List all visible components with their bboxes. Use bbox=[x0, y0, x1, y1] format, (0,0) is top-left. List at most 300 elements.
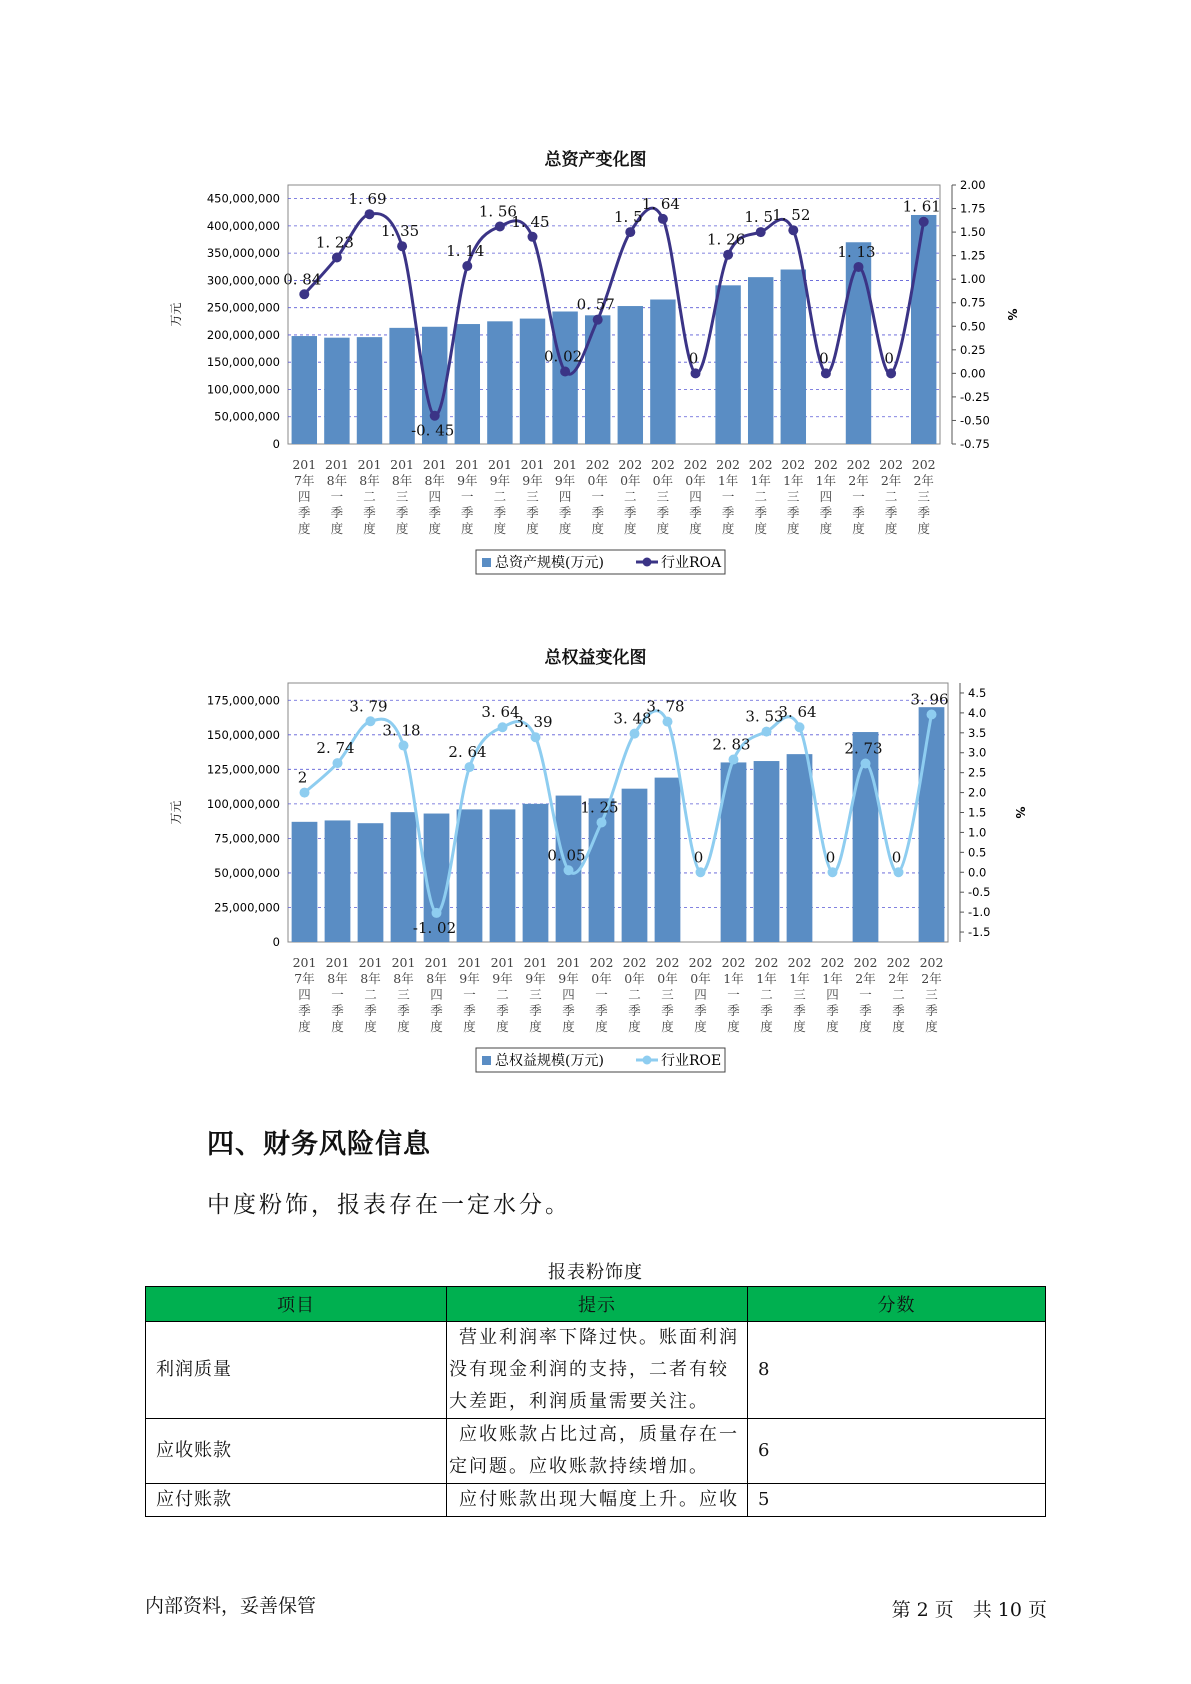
x-tick-label: 季 bbox=[298, 1003, 311, 1018]
x-tick-label: 度 bbox=[330, 521, 344, 536]
x-tick-label: 度 bbox=[884, 521, 898, 536]
y-right-tick-label: 1.50 bbox=[960, 225, 986, 240]
line-point bbox=[366, 716, 376, 726]
x-tick-label: 季 bbox=[461, 505, 474, 520]
x-tick-label: 三 bbox=[661, 987, 674, 1002]
x-tick-label: 201 bbox=[457, 955, 482, 970]
bar bbox=[455, 324, 480, 444]
data-label: 3. 18 bbox=[382, 721, 421, 740]
x-tick-label: 季 bbox=[463, 1003, 476, 1018]
x-tick-label: 季 bbox=[892, 1003, 905, 1018]
line-point bbox=[560, 366, 570, 376]
x-tick-label: 度 bbox=[558, 521, 572, 536]
x-tick-label: 201 bbox=[325, 955, 350, 970]
x-tick-label: 8年 bbox=[393, 971, 414, 986]
y-right-tick-label: 1.0 bbox=[968, 825, 987, 840]
x-tick-label: 201 bbox=[556, 955, 581, 970]
x-tick-label: 三 bbox=[395, 489, 409, 504]
x-tick-label: 202 bbox=[846, 457, 871, 472]
table-header-row bbox=[146, 1287, 1046, 1322]
x-tick-label: 0年 bbox=[685, 473, 706, 488]
x-tick-label: 8年 bbox=[327, 971, 348, 986]
x-tick-label: 季 bbox=[787, 505, 800, 520]
x-tick-label: 度 bbox=[826, 1019, 839, 1034]
y-right-tick-label: 3.0 bbox=[968, 745, 987, 760]
y-right-tick-label: -0.75 bbox=[960, 437, 990, 451]
data-label: 3. 48 bbox=[613, 709, 652, 728]
data-label: 1. 5 bbox=[613, 208, 643, 227]
line-point bbox=[365, 209, 375, 219]
x-tick-label: 度 bbox=[793, 1019, 806, 1034]
x-tick-label: 8年 bbox=[360, 971, 381, 986]
x-tick-label: 0年 bbox=[657, 971, 678, 986]
y-right-axis-label: % bbox=[1005, 308, 1019, 321]
line-point bbox=[432, 908, 442, 918]
x-tick-label: 四 bbox=[428, 489, 441, 504]
x-tick-label: 9年 bbox=[558, 971, 579, 986]
x-tick-label: 8年 bbox=[424, 473, 445, 488]
bar bbox=[650, 300, 675, 444]
x-tick-label: 0年 bbox=[624, 971, 645, 986]
y-left-tick-label: 100,000,000 bbox=[206, 796, 280, 811]
x-tick-label: 202 bbox=[721, 955, 746, 970]
y-left-tick-label: 100,000,000 bbox=[206, 382, 280, 397]
line-point bbox=[691, 368, 701, 378]
data-label: 3. 78 bbox=[646, 697, 685, 716]
x-tick-label: 度 bbox=[364, 1019, 377, 1034]
x-tick-label: 度 bbox=[760, 1019, 773, 1034]
data-label: 1. 61 bbox=[902, 197, 941, 216]
x-tick-label: 季 bbox=[754, 505, 767, 520]
table-cell-item: 应付账款 bbox=[146, 1484, 447, 1517]
x-tick-label: 202 bbox=[589, 955, 614, 970]
x-tick-label: 度 bbox=[526, 521, 539, 536]
x-tick-label: 季 bbox=[558, 505, 572, 520]
x-tick-label: 度 bbox=[428, 521, 441, 536]
data-label: -1. 02 bbox=[412, 918, 457, 937]
x-tick-label: 202 bbox=[781, 457, 806, 472]
y-left-tick-label: 150,000,000 bbox=[206, 355, 280, 370]
x-tick-label: 季 bbox=[656, 505, 670, 520]
x-tick-label: 201 bbox=[487, 457, 512, 472]
x-tick-label: 1年 bbox=[783, 473, 804, 488]
x-tick-label: 季 bbox=[529, 1003, 542, 1018]
x-tick-label: 季 bbox=[496, 1003, 509, 1018]
x-tick-label: 1年 bbox=[717, 473, 739, 488]
x-tick-label: 度 bbox=[496, 1019, 509, 1034]
x-tick-label: 度 bbox=[298, 521, 311, 536]
data-label: -0. 45 bbox=[411, 421, 455, 440]
bar bbox=[487, 321, 512, 444]
line-point bbox=[625, 227, 635, 237]
x-tick-label: 季 bbox=[661, 1003, 674, 1018]
x-tick-label: 四 bbox=[819, 489, 833, 504]
table-header-hint: 提示 bbox=[447, 1287, 748, 1322]
bar bbox=[292, 822, 318, 942]
x-tick-label: 季 bbox=[595, 1003, 608, 1018]
y-left-tick-label: 300,000,000 bbox=[206, 273, 280, 288]
x-tick-label: 二 bbox=[496, 987, 509, 1002]
y-left-tick-label: 175,000,000 bbox=[206, 693, 280, 708]
line-point bbox=[332, 253, 342, 263]
y-right-tick-label: 1.75 bbox=[960, 201, 986, 216]
x-tick-label: 四 bbox=[562, 987, 575, 1002]
line-point bbox=[919, 217, 929, 227]
x-tick-label: 度 bbox=[727, 1019, 740, 1034]
x-tick-label: 201 bbox=[490, 955, 515, 970]
x-tick-label: 202 bbox=[879, 457, 904, 472]
x-tick-label: 四 bbox=[826, 987, 839, 1002]
line-point bbox=[861, 758, 871, 768]
x-tick-label: 度 bbox=[694, 1019, 707, 1034]
x-tick-label: 度 bbox=[430, 1019, 443, 1034]
x-tick-label: 季 bbox=[428, 505, 441, 520]
table-header-score: 分数 bbox=[748, 1287, 1046, 1322]
x-tick-label: 季 bbox=[694, 1003, 707, 1018]
y-right-tick-label: 0.75 bbox=[960, 295, 986, 310]
x-tick-label: 2年 bbox=[855, 971, 876, 986]
x-tick-label: 1年 bbox=[756, 971, 777, 986]
x-tick-label: 季 bbox=[793, 1003, 806, 1018]
y-right-tick-label: 1.5 bbox=[968, 805, 987, 820]
x-tick-label: 202 bbox=[919, 955, 944, 970]
x-tick-label: 8年 bbox=[426, 971, 447, 986]
data-label: 1. 56 bbox=[478, 202, 517, 221]
x-tick-label: 季 bbox=[562, 1003, 575, 1018]
x-tick-label: 季 bbox=[628, 1003, 641, 1018]
footer-page-number: 第 2 页 共 10 页 bbox=[891, 1599, 1047, 1621]
x-tick-label: 一 bbox=[852, 489, 865, 504]
x-tick-label: 季 bbox=[819, 505, 833, 520]
x-tick-label: 201 bbox=[292, 457, 317, 472]
x-tick-label: 201 bbox=[324, 457, 349, 472]
legend-line-marker bbox=[643, 558, 652, 567]
x-tick-label: 0年 bbox=[587, 473, 608, 488]
x-tick-label: 1年 bbox=[723, 971, 744, 986]
y-right-tick-label: 0.0 bbox=[968, 865, 987, 880]
x-tick-label: 202 bbox=[683, 457, 708, 472]
x-tick-label: 一 bbox=[721, 489, 735, 504]
table-cell-hint: 应收账款占比过高，质量存在一定问题。应收账款持续增加。 bbox=[447, 1419, 748, 1484]
section-heading: 四、财务风险信息 bbox=[207, 1129, 431, 1160]
data-label: 0 bbox=[891, 848, 902, 867]
bar bbox=[324, 338, 349, 444]
data-label: 0. 02 bbox=[544, 347, 583, 366]
x-tick-label: 201 bbox=[358, 955, 383, 970]
x-tick-label: 度 bbox=[892, 1019, 905, 1034]
x-tick-label: 9年 bbox=[554, 473, 576, 488]
x-tick-label: 201 bbox=[292, 955, 317, 970]
x-tick-label: 季 bbox=[689, 505, 702, 520]
x-tick-label: 201 bbox=[422, 457, 447, 472]
x-tick-label: 一 bbox=[330, 489, 344, 504]
y-right-tick-label: -1.5 bbox=[968, 925, 991, 940]
data-label: 0. 57 bbox=[576, 295, 615, 314]
data-label: 3. 53 bbox=[745, 707, 784, 726]
section-paragraph: 中度粉饰，报表存在一定水分。 bbox=[207, 1192, 571, 1218]
x-tick-label: 二 bbox=[628, 987, 641, 1002]
y-left-axis-label: 万元 bbox=[169, 302, 183, 327]
bar bbox=[787, 754, 813, 942]
x-tick-label: 四 bbox=[694, 987, 707, 1002]
data-label: 3. 79 bbox=[349, 697, 388, 716]
data-label: 1. 5 bbox=[744, 208, 774, 227]
line-point bbox=[729, 755, 739, 765]
data-label: 1. 52 bbox=[772, 206, 811, 225]
bar bbox=[846, 242, 871, 444]
legend-bar-label: 总资产规模(万元) bbox=[495, 555, 604, 571]
line-point bbox=[854, 262, 864, 272]
risk-table bbox=[145, 1286, 1046, 1517]
y-right-tick-label: 4.5 bbox=[968, 685, 987, 700]
data-label: 1. 26 bbox=[707, 230, 746, 249]
x-tick-label: 季 bbox=[852, 505, 865, 520]
x-tick-label: 三 bbox=[526, 489, 539, 504]
x-tick-label: 季 bbox=[493, 505, 507, 520]
x-tick-label: 202 bbox=[618, 457, 643, 472]
bar bbox=[490, 809, 516, 942]
x-tick-label: 202 bbox=[820, 955, 845, 970]
line-point bbox=[397, 241, 407, 251]
x-tick-label: 度 bbox=[595, 1019, 608, 1034]
x-tick-label: 季 bbox=[430, 1003, 443, 1018]
x-tick-label: 二 bbox=[884, 489, 898, 504]
y-right-tick-label: 1.00 bbox=[960, 272, 986, 287]
x-tick-label: 201 bbox=[424, 955, 449, 970]
x-tick-label: 度 bbox=[852, 521, 865, 536]
x-tick-label: 一 bbox=[331, 987, 344, 1002]
x-tick-label: 8年 bbox=[326, 473, 348, 488]
data-label: 0 bbox=[693, 848, 704, 867]
x-tick-label: 季 bbox=[363, 505, 376, 520]
x-tick-label: 202 bbox=[748, 457, 773, 472]
x-tick-label: 四 bbox=[430, 987, 443, 1002]
x-tick-label: 度 bbox=[463, 1019, 476, 1034]
x-tick-label: 202 bbox=[650, 457, 675, 472]
data-label: 3. 64 bbox=[481, 703, 520, 722]
line-point bbox=[886, 368, 896, 378]
line-point bbox=[828, 867, 838, 877]
y-right-tick-label: -0.50 bbox=[960, 413, 990, 428]
line-point bbox=[462, 261, 472, 271]
x-tick-label: 0年 bbox=[620, 473, 641, 488]
x-tick-label: 度 bbox=[397, 1019, 410, 1034]
bar bbox=[655, 778, 681, 942]
x-tick-label: 2年 bbox=[880, 473, 902, 488]
x-tick-label: 二 bbox=[363, 489, 376, 504]
x-tick-label: 202 bbox=[716, 457, 741, 472]
chart-total-equity bbox=[0, 663, 1191, 1093]
chart-title-total-equity: 总权益变化图 bbox=[544, 648, 647, 668]
bar bbox=[523, 804, 549, 942]
x-tick-label: 季 bbox=[925, 1003, 938, 1018]
data-label: 1. 35 bbox=[381, 222, 420, 241]
x-tick-label: 8年 bbox=[359, 473, 380, 488]
x-tick-label: 9年 bbox=[489, 473, 511, 488]
line-point bbox=[593, 315, 603, 325]
line-point bbox=[821, 368, 831, 378]
line-point bbox=[630, 729, 640, 739]
x-tick-label: 201 bbox=[553, 457, 578, 472]
data-label: 1. 64 bbox=[641, 194, 680, 213]
data-label: 1. 14 bbox=[446, 241, 485, 260]
x-tick-label: 二 bbox=[493, 489, 507, 504]
line-point bbox=[528, 232, 538, 242]
chart-total-assets-svg bbox=[0, 165, 1191, 595]
data-label: 1. 69 bbox=[348, 190, 387, 209]
line-point bbox=[498, 722, 508, 732]
x-tick-label: 度 bbox=[656, 521, 670, 536]
data-label: 0. 84 bbox=[283, 270, 322, 289]
x-tick-label: 度 bbox=[562, 1019, 575, 1034]
x-tick-label: 7年 bbox=[294, 473, 315, 488]
data-label: 2. 83 bbox=[712, 735, 751, 754]
bar bbox=[715, 285, 740, 444]
x-tick-label: 2年 bbox=[888, 971, 909, 986]
x-tick-label: 度 bbox=[721, 521, 735, 536]
x-tick-label: 三 bbox=[925, 987, 938, 1002]
data-label: 0 bbox=[825, 848, 836, 867]
x-tick-label: 202 bbox=[688, 955, 713, 970]
table-cell-item: 应收账款 bbox=[146, 1419, 447, 1484]
x-tick-label: 一 bbox=[463, 987, 476, 1002]
x-tick-label: 三 bbox=[529, 987, 542, 1002]
y-left-tick-label: 400,000,000 bbox=[206, 218, 280, 233]
x-tick-label: 7年 bbox=[294, 971, 315, 986]
line-point bbox=[564, 865, 574, 875]
table-row bbox=[146, 1419, 1046, 1484]
data-label: 2 bbox=[297, 768, 308, 787]
x-tick-label: 度 bbox=[689, 521, 702, 536]
y-right-tick-label: 2.00 bbox=[960, 178, 986, 192]
y-left-tick-label: 350,000,000 bbox=[206, 246, 280, 261]
x-tick-label: 0年 bbox=[690, 971, 711, 986]
x-tick-label: 一 bbox=[727, 987, 740, 1002]
x-tick-label: 0年 bbox=[652, 473, 674, 488]
bar bbox=[520, 319, 545, 444]
x-tick-label: 一 bbox=[461, 489, 474, 504]
line-point bbox=[795, 722, 805, 732]
table-row bbox=[146, 1322, 1046, 1419]
x-tick-label: 2年 bbox=[913, 473, 934, 488]
table-caption: 报表粉饰度 bbox=[548, 1262, 643, 1283]
x-tick-label: 201 bbox=[391, 955, 416, 970]
x-tick-label: 9年 bbox=[522, 473, 543, 488]
y-right-tick-label: -0.25 bbox=[960, 389, 990, 404]
x-tick-label: 201 bbox=[390, 457, 415, 472]
x-tick-label: 度 bbox=[493, 521, 507, 536]
line-point bbox=[333, 758, 343, 768]
x-tick-label: 二 bbox=[892, 987, 905, 1002]
x-tick-label: 度 bbox=[395, 521, 409, 536]
line-point bbox=[894, 867, 904, 877]
x-tick-label: 季 bbox=[526, 505, 539, 520]
x-tick-label: 季 bbox=[330, 505, 344, 520]
legend-line-label: 行业ROA bbox=[661, 555, 722, 571]
bar bbox=[618, 306, 643, 444]
bar bbox=[358, 823, 384, 942]
x-tick-label: 四 bbox=[298, 987, 311, 1002]
data-label: 3. 96 bbox=[910, 690, 949, 709]
x-tick-label: 三 bbox=[397, 987, 410, 1002]
legend-line-label: 行业ROE bbox=[661, 1053, 722, 1069]
x-tick-label: 202 bbox=[585, 457, 610, 472]
y-right-tick-label: 0.00 bbox=[960, 366, 986, 381]
x-tick-label: 三 bbox=[656, 489, 670, 504]
x-tick-label: 度 bbox=[754, 521, 767, 536]
x-tick-label: 1年 bbox=[815, 473, 837, 488]
x-tick-label: 季 bbox=[298, 505, 311, 520]
x-tick-label: 度 bbox=[624, 521, 637, 536]
y-left-tick-label: 75,000,000 bbox=[214, 831, 280, 846]
bar bbox=[457, 809, 483, 942]
table-cell-score: 5 bbox=[748, 1484, 1046, 1517]
x-tick-label: 202 bbox=[787, 955, 812, 970]
x-tick-label: 三 bbox=[787, 489, 800, 504]
data-label: 3. 39 bbox=[514, 713, 553, 732]
x-tick-label: 季 bbox=[859, 1003, 872, 1018]
line-point bbox=[762, 727, 772, 737]
x-tick-label: 度 bbox=[925, 1019, 938, 1034]
y-right-tick-label: 1.25 bbox=[960, 248, 986, 263]
line-point bbox=[597, 817, 607, 827]
bar bbox=[754, 761, 780, 942]
x-tick-label: 四 bbox=[689, 489, 702, 504]
chart-total-equity-svg bbox=[0, 663, 1191, 1093]
x-tick-label: 202 bbox=[886, 955, 911, 970]
x-tick-label: 202 bbox=[813, 457, 838, 472]
table-cell-score: 6 bbox=[748, 1419, 1046, 1484]
y-left-tick-label: 0 bbox=[272, 437, 280, 451]
data-label: 1. 13 bbox=[837, 242, 876, 261]
x-tick-label: 202 bbox=[911, 457, 936, 472]
bar bbox=[911, 215, 936, 444]
x-tick-label: 1年 bbox=[822, 971, 843, 986]
y-right-tick-label: -1.0 bbox=[968, 905, 991, 920]
x-tick-label: 三 bbox=[793, 987, 806, 1002]
legend-bar-swatch bbox=[482, 558, 491, 567]
x-tick-label: 季 bbox=[727, 1003, 740, 1018]
data-label: 0. 05 bbox=[547, 846, 586, 865]
y-left-tick-label: 25,000,000 bbox=[214, 900, 280, 915]
x-tick-label: 季 bbox=[624, 505, 637, 520]
y-left-tick-label: 150,000,000 bbox=[206, 727, 280, 742]
table-row bbox=[146, 1484, 1046, 1517]
x-tick-label: 1年 bbox=[789, 971, 810, 986]
table-header-item: 项目 bbox=[146, 1287, 447, 1322]
legend-bar-swatch bbox=[482, 1056, 491, 1065]
footer-confidential: 内部资料，妥善保管 bbox=[145, 1595, 317, 1617]
y-left-tick-label: 125,000,000 bbox=[206, 762, 280, 777]
x-tick-label: 度 bbox=[363, 521, 376, 536]
x-tick-label: 度 bbox=[591, 521, 604, 536]
x-tick-label: 202 bbox=[754, 955, 779, 970]
bar bbox=[919, 707, 945, 942]
x-tick-label: 季 bbox=[591, 505, 604, 520]
x-tick-label: 季 bbox=[721, 505, 735, 520]
table-cell-hint: 应付账款出现大幅度上升。应收 bbox=[447, 1484, 748, 1517]
line-point bbox=[300, 788, 310, 798]
x-tick-label: 二 bbox=[760, 987, 773, 1002]
table-cell-score: 8 bbox=[748, 1322, 1046, 1419]
y-right-tick-label: 0.5 bbox=[968, 845, 987, 860]
x-tick-label: 度 bbox=[298, 1019, 311, 1034]
y-right-tick-label: 0.25 bbox=[960, 342, 986, 357]
line-point bbox=[465, 762, 475, 772]
x-tick-label: 四 bbox=[558, 489, 572, 504]
y-right-tick-label: 0.50 bbox=[960, 319, 986, 334]
x-tick-label: 一 bbox=[595, 987, 608, 1002]
